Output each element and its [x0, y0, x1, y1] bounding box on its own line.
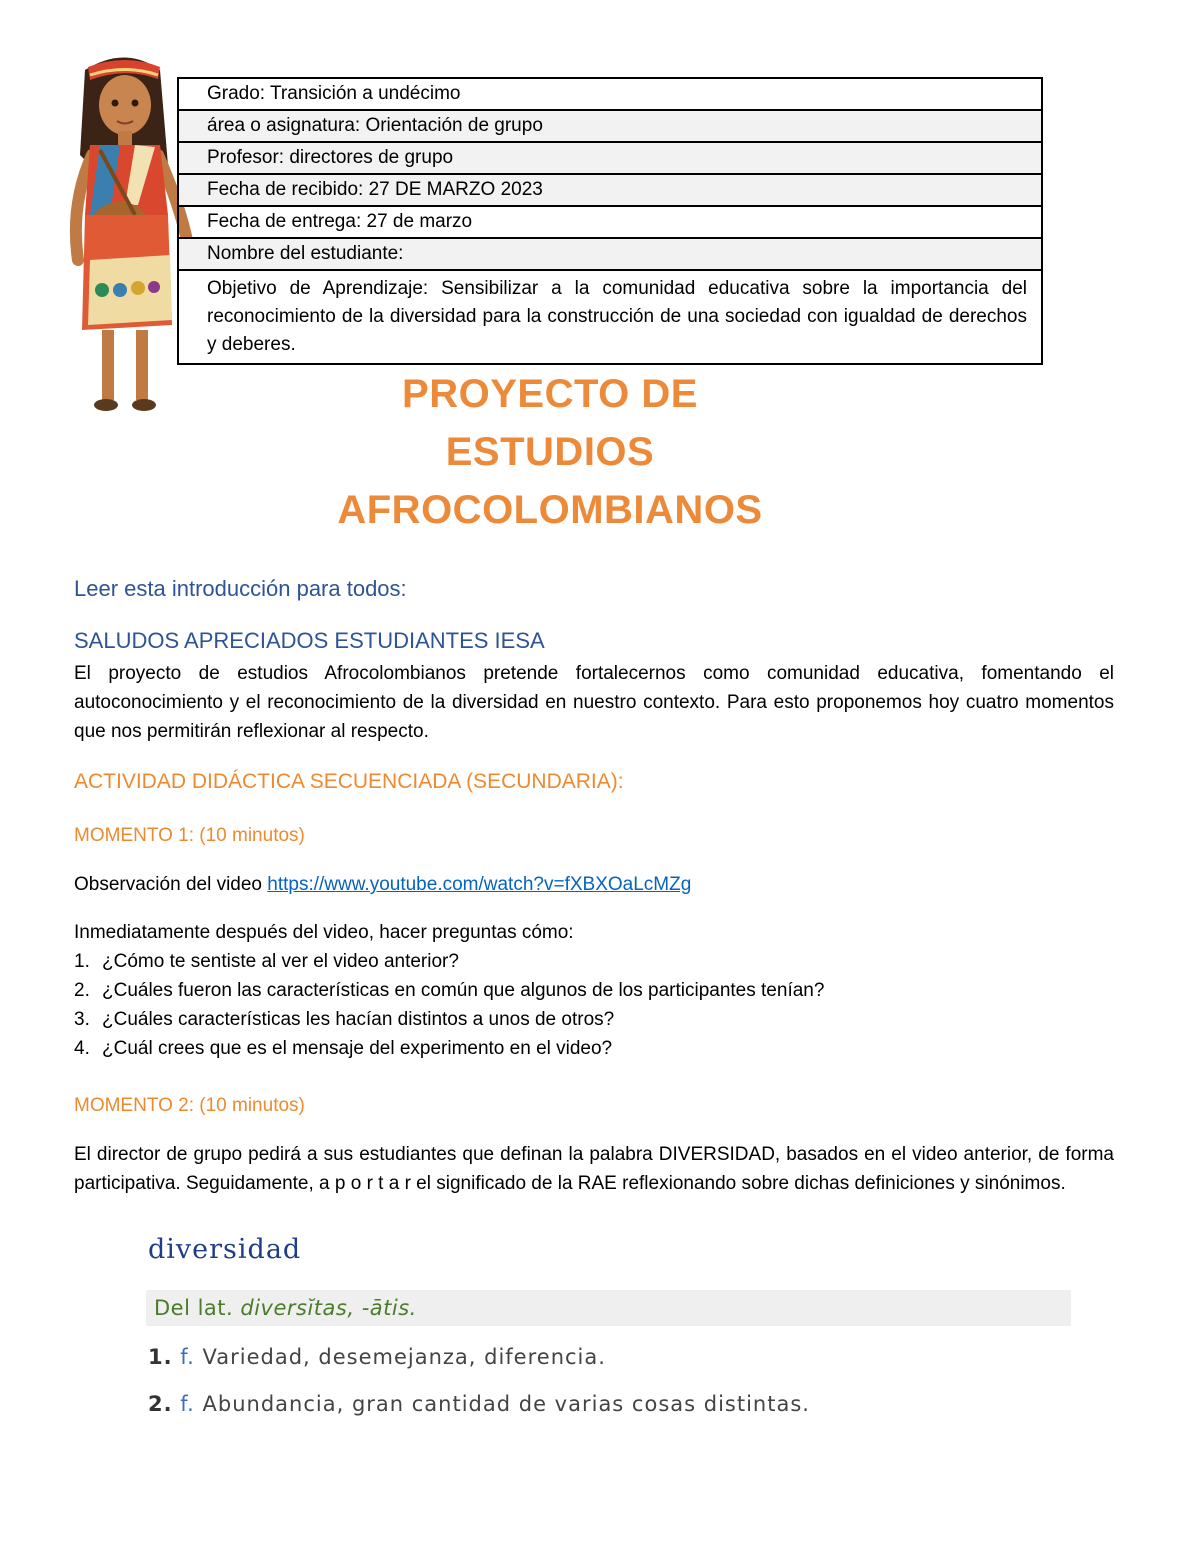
- objetivo-text: Objetivo de Aprendizaje: Sensibilizar a la comunidad educativa sobre la importancia del reconocimiento de la diversidad para la construcción de una sociedad con igualdad de derechos y deberes.: [207, 278, 1027, 355]
- objetivo-row: [179, 271, 1041, 363]
- greeting-heading: SALUDOS APRECIADOS ESTUDIANTES IESA: [74, 628, 545, 653]
- video-link[interactable]: https://www.youtube.com/watch?v=fXBXOaLcMZg: [267, 874, 692, 895]
- rae-etym-latin: diversĭtas, -ātis.: [240, 1296, 417, 1320]
- area-row: [179, 111, 1041, 143]
- question-text: ¿Cuáles características les hacían distintos a unos de otros?: [102, 1009, 615, 1030]
- title-line-3: AFROCOLOMBIANOS: [337, 488, 763, 532]
- questions-list: [74, 947, 1114, 1063]
- question-number: 4.: [74, 1038, 90, 1059]
- momento2-paragraph: El director de grupo pedirá a sus estudiantes que definan la palabra DIVERSIDAD, basados en el video anterior, de forma participativa. Seguidamente, a p o r t a r el significado de la RAE reflexionando sobre dichas definiciones y sinónimos.: [74, 1144, 1114, 1194]
- area-text: área o asignatura: Orientación de grupo: [207, 115, 543, 136]
- fecha-recibido-row: [179, 175, 1041, 207]
- question-number: 1.: [74, 951, 90, 972]
- rae-etymology: [146, 1290, 1071, 1326]
- grado-row: [179, 79, 1041, 111]
- video-line: [74, 870, 1114, 899]
- activity-heading: ACTIVIDAD DIDÁCTICA SECUENCIADA (SECUNDARIA):: [74, 770, 624, 793]
- profesor-row: [179, 143, 1041, 175]
- question-text: ¿Cuáles fueron las características en común que algunos de los participantes tenían?: [102, 980, 825, 1001]
- def-abbr: f.: [180, 1392, 195, 1416]
- fecha-recibido-text: Fecha de recibido: 27 DE MARZO 2023: [207, 179, 543, 200]
- question-number: 3.: [74, 1009, 90, 1030]
- rae-definition-1: [148, 1345, 606, 1369]
- def-text: Abundancia, gran cantidad de varias cosas distintas.: [202, 1392, 810, 1416]
- def-text: Variedad, desemejanza, diferencia.: [202, 1345, 606, 1369]
- grado-text: Grado: Transición a undécimo: [207, 83, 461, 104]
- fecha-entrega-row: [179, 207, 1041, 239]
- student-info-table: [177, 77, 1043, 365]
- def-number: 1.: [148, 1345, 173, 1369]
- nombre-text: Nombre del estudiante:: [207, 243, 404, 264]
- fecha-entrega-text: Fecha de entrega: 27 de marzo: [207, 211, 473, 232]
- video-label: Observación del video: [74, 874, 268, 895]
- questions-intro: Inmediatamente después del video, hacer preguntas cómo:: [74, 922, 574, 943]
- rae-word: diversidad: [148, 1234, 302, 1265]
- list-item: [74, 1034, 1114, 1063]
- title-line-2: ESTUDIOS: [445, 430, 655, 474]
- list-item: [74, 976, 1114, 1005]
- question-text: ¿Cuál crees que es el mensaje del experimento en el video?: [102, 1038, 613, 1059]
- rae-definition-2: [148, 1392, 810, 1416]
- title-line-1: PROYECTO DE: [402, 372, 698, 416]
- intro-paragraph: El proyecto de estudios Afrocolombianos pretende fortalecernos como comunidad educativa, fomentando el autoconocimiento y el reconocimiento de la diversidad en nuestro contexto. Para esto proponemos hoy cuatro momentos que nos permitirán reflexionar al respecto.: [74, 663, 1114, 742]
- rae-etym-prefix: Del lat.: [154, 1296, 241, 1320]
- def-abbr: f.: [180, 1345, 195, 1369]
- question-text: ¿Cómo te sentiste al ver el video anterior?: [102, 951, 459, 972]
- list-item: [74, 1005, 1114, 1034]
- def-number: 2.: [148, 1392, 173, 1416]
- nombre-row: [179, 239, 1041, 271]
- question-number: 2.: [74, 980, 90, 1001]
- intro-heading: Leer esta introducción para todos:: [74, 576, 407, 601]
- momento1-heading: MOMENTO 1: (10 minutos): [74, 825, 305, 846]
- list-item: [74, 947, 1114, 976]
- profesor-text: Profesor: directores de grupo: [207, 147, 454, 168]
- momento2-heading: MOMENTO 2: (10 minutos): [74, 1095, 305, 1116]
